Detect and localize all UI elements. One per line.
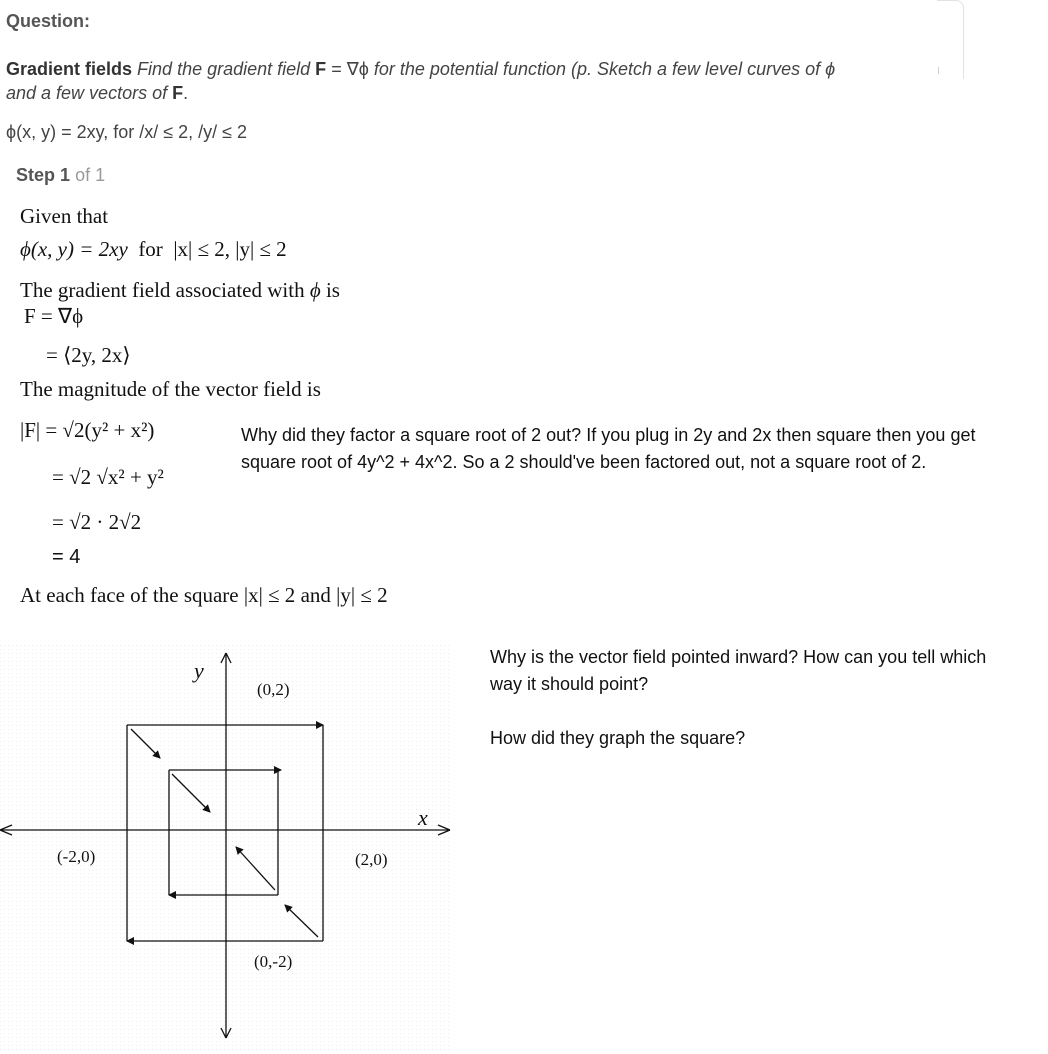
phi-definition-line (20, 237, 287, 262)
gradient-intro-line (20, 278, 340, 303)
question-body-2: for the potential function (p. Sketch a few level curves of ϕ (373, 59, 836, 79)
question-line-2 (6, 83, 188, 104)
faces-y: |y| ≤ 2 (336, 583, 388, 607)
inward-question-note: Why is the vector field pointed inward? How can you tell which way it should point? (490, 647, 987, 694)
step-label: Step (16, 165, 56, 185)
step-number: 1 (60, 165, 71, 185)
question-eq: = (331, 59, 342, 79)
gradient-phi: ϕ (309, 278, 321, 302)
phi-definition: ϕ(x, y) = 2xy (20, 237, 128, 261)
magnitude-line-4: = 4 (52, 546, 81, 568)
question-line-1 (6, 59, 835, 80)
question-line2-F: F (172, 83, 184, 103)
gradient-intro: The gradient field associated with (20, 278, 305, 302)
x-axis-label: x (418, 805, 428, 830)
y-axis-label: y (194, 658, 204, 683)
magnitude-line-2: = √2 √x² + y² (52, 465, 164, 489)
question-heading: Question: (6, 11, 90, 31)
faces-and: and (300, 583, 331, 607)
faces-line (20, 583, 388, 608)
panel-tick (938, 67, 939, 74)
faces-intro: At each face of the square (20, 583, 239, 607)
F-value: = ⟨2y, 2x⟩ (46, 343, 131, 367)
given-text: Given that (20, 204, 109, 228)
label-right: (2,0) (355, 850, 388, 869)
magnitude-line-1: |F| = √2(y² + x²) (20, 418, 155, 442)
question-nabla-phi: ∇ϕ (346, 59, 369, 79)
F-definition: F = ∇ϕ (24, 304, 84, 328)
question-F: F (315, 59, 327, 79)
question-line2-text: and a few vectors of (6, 83, 168, 103)
label-left: (-2,0) (57, 847, 96, 866)
step-of: of 1 (75, 165, 106, 185)
magnitude-line-3: = √2 · 2√2 (52, 510, 142, 534)
gradient-is: is (325, 278, 340, 302)
side-panel-frame (937, 0, 964, 79)
magnitude-intro: The magnitude of the vector field is (20, 377, 321, 401)
step-indicator (16, 165, 105, 186)
label-bottom: (0,-2) (254, 952, 293, 971)
question-function: ϕ(x, y) = 2xy, for /x/ ≤ 2, /y/ ≤ 2 (6, 122, 248, 142)
question-title: Gradient fields (6, 59, 133, 79)
question-body-1: Find the gradient field (137, 59, 311, 79)
phi-condition: |x| ≤ 2, |y| ≤ 2 (173, 237, 287, 261)
phi-for: for (138, 237, 163, 261)
faces-x: |x| ≤ 2 (243, 583, 296, 607)
graph-question-note: How did they graph the square? (490, 728, 746, 748)
question-line2-dot: . (183, 83, 189, 103)
label-top: (0,2) (257, 680, 290, 699)
factor-question-note: Why did they factor a square root of 2 out? If you plug in 2y and 2x then square then you get square root of 4y^2 + 4x^2. So a 2 should've been factored out, not a square root of 2. (241, 425, 976, 472)
vector-field-graph (0, 645, 455, 1050)
